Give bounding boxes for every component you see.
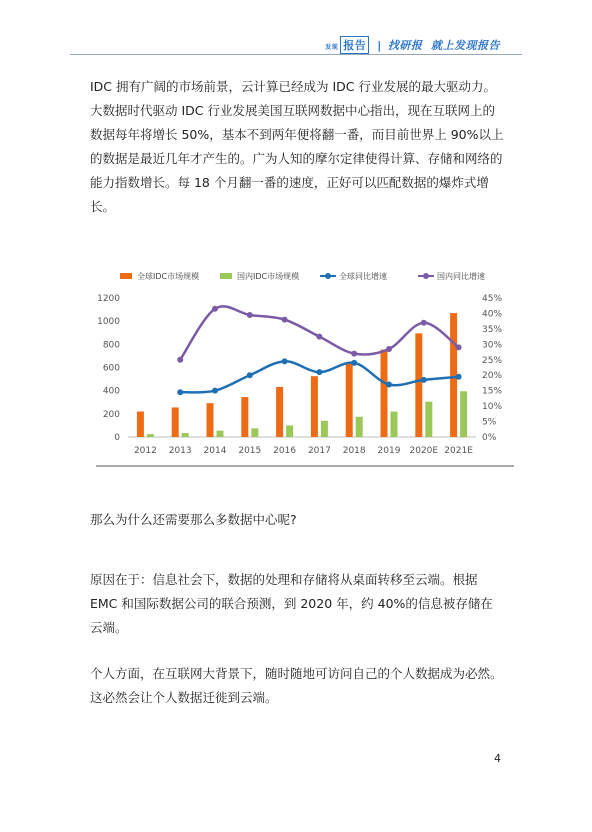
- bar: [321, 421, 328, 437]
- legend-label: 国内同比增速: [437, 272, 485, 281]
- y-right-tick-label: 45%: [482, 294, 503, 304]
- bar: [425, 402, 432, 437]
- brand-tagline-2: 就上发现报告: [431, 39, 500, 52]
- brand-logo-small: 发现: [325, 43, 339, 51]
- y-right-tick-label: 20%: [482, 371, 503, 382]
- data-point: [456, 374, 462, 380]
- bar: [251, 428, 258, 437]
- data-point: [316, 369, 322, 375]
- paragraph-reason: 原因在于：信息社会下，数据的处理和存储将从桌面转移至云端。根据 EMC 和国际数据公司的联合预测，到 2020 年，约 40%的信息被存储在云端。: [90, 572, 493, 635]
- legend-swatch: [220, 273, 232, 279]
- bar: [460, 391, 467, 437]
- legend-swatch: [120, 273, 132, 279]
- data-point: [386, 381, 392, 387]
- y-right-tick-label: 0%: [482, 433, 497, 443]
- data-point: [247, 312, 253, 318]
- bar: [217, 431, 224, 437]
- data-point: [212, 306, 218, 312]
- bar: [415, 333, 422, 437]
- bar: [381, 350, 388, 437]
- legend-label: 全球IDC市场规模: [137, 272, 200, 281]
- page-header: [0, 26, 592, 56]
- data-point: [421, 377, 427, 383]
- bar: [207, 403, 214, 437]
- y-right-tick-label: 30%: [482, 340, 503, 351]
- y-right-tick-label: 25%: [482, 355, 503, 366]
- y-left-tick-label: 1000: [97, 317, 120, 328]
- x-tick-label: 2016: [273, 446, 297, 456]
- bar: [172, 407, 179, 437]
- chart-svg: [90, 262, 514, 468]
- data-point: [177, 357, 183, 363]
- y-left-tick-label: 200: [102, 409, 120, 420]
- y-right-tick-label: 5%: [482, 417, 497, 428]
- brand-separator: |: [377, 39, 382, 52]
- data-point: [351, 360, 357, 366]
- y-left-tick-label: 0: [114, 433, 120, 443]
- y-right-tick-label: 15%: [482, 386, 503, 397]
- idc-market-chart: [90, 262, 514, 468]
- brand-tagline-1: 找研报: [387, 39, 423, 52]
- x-tick-label: 2012: [133, 446, 157, 456]
- bar: [147, 434, 154, 437]
- x-tick-label: 2019: [377, 446, 401, 456]
- data-point: [421, 320, 427, 326]
- y-right-tick-label: 35%: [482, 324, 503, 335]
- bar: [286, 425, 293, 437]
- x-tick-label: 2020E: [409, 446, 439, 456]
- brand-logo: [325, 36, 500, 54]
- data-point: [177, 389, 183, 395]
- y-left-tick-label: 400: [102, 386, 120, 397]
- x-tick-label: 2014: [203, 446, 227, 456]
- y-left-tick-label: 1200: [97, 294, 120, 304]
- data-point: [247, 372, 253, 378]
- bar: [182, 433, 189, 437]
- x-tick-label: 2018: [342, 446, 366, 456]
- legend-label: 国内IDC市场规模: [237, 272, 300, 281]
- bar: [137, 412, 144, 437]
- bar: [241, 397, 248, 437]
- page-number: 4: [494, 752, 501, 765]
- data-point: [386, 346, 392, 352]
- paragraph-personal: 个人方面，在互联网大背景下，随时随地可访问自己的个人数据成为必然。这必然会让个人数据迁徙到云端。: [90, 666, 503, 705]
- paragraph-idc-prospects: IDC 拥有广阔的市场前景，云计算已经成为 IDC 行业发展的最大驱动力。大数据时代驱动 IDC 行业发展美国互联网数据中心指出，现在互联网上的数据每年将增长 50%，基本不到两年便将翻一番，而目前世界上 90%以上的数据是最近几年才产生的。广为人知的摩尔定律使得计算、存储和网络的能力指数增长。每 18 个月翻一番的速度，正好可以匹配数据的爆炸式增长。: [90, 79, 504, 214]
- paragraph-question: 那么为什么还需要那么多数据中心呢?: [90, 512, 297, 527]
- bar: [346, 363, 353, 437]
- x-tick-label: 2021E: [444, 446, 473, 456]
- bar: [356, 417, 363, 437]
- data-point: [282, 358, 288, 364]
- header-divider: [70, 54, 522, 55]
- data-point: [316, 334, 322, 340]
- y-left-tick-label: 600: [102, 363, 120, 374]
- bar: [391, 412, 398, 437]
- data-point: [212, 388, 218, 394]
- legend-marker: [423, 273, 429, 279]
- legend-marker: [325, 273, 331, 279]
- bar: [311, 376, 318, 437]
- legend-label: 全球同比增速: [339, 272, 387, 281]
- x-tick-label: 2015: [238, 446, 262, 456]
- data-point: [282, 317, 288, 323]
- y-left-tick-label: 800: [102, 340, 120, 351]
- data-point: [456, 344, 462, 350]
- x-tick-label: 2013: [168, 446, 192, 456]
- x-tick-label: 2017: [307, 446, 331, 456]
- y-right-tick-label: 10%: [482, 402, 503, 413]
- y-right-tick-label: 40%: [482, 309, 503, 320]
- data-point: [351, 351, 357, 357]
- brand-logo-box: 报告: [340, 36, 369, 54]
- bar: [450, 313, 457, 437]
- bar: [276, 387, 283, 437]
